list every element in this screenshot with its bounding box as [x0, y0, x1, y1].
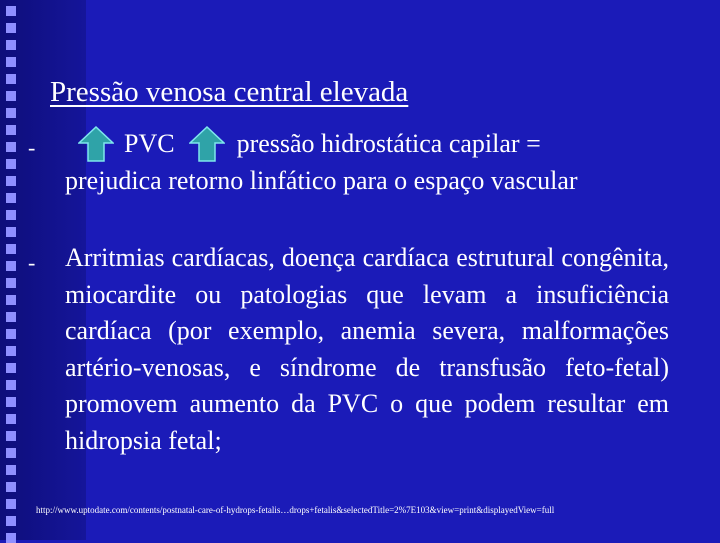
decorative-square: [6, 482, 16, 492]
decorative-square: [6, 57, 16, 67]
pvc-label: PVC: [124, 129, 175, 158]
decorative-square: [6, 227, 16, 237]
bullet-1-continuation: prejudica retorno linfático para o espaço vascular: [65, 166, 578, 195]
decorative-square: [6, 499, 16, 509]
bullet-marker-2: -: [28, 250, 36, 275]
decorative-square: [6, 244, 16, 254]
decorative-square: [6, 108, 16, 118]
hydrostatic-pressure-text: pressão hidrostática capilar =: [236, 129, 541, 158]
decorative-square: [6, 465, 16, 475]
decorative-square: [6, 380, 16, 390]
decorative-square: [6, 516, 16, 526]
decorative-square: [6, 6, 16, 16]
source-url[interactable]: http://www.uptodate.com/contents/postnatal-care-of-hydrops-fetalis…drops+fetalis&selectedTitle=2%7E103&view=print&displayedView=full: [36, 505, 555, 515]
decorative-square: [6, 346, 16, 356]
bullet-marker-1: -: [28, 135, 36, 160]
decorative-square: [6, 397, 16, 407]
decorative-square: [6, 74, 16, 84]
decorative-square: [6, 176, 16, 186]
decorative-square: [6, 193, 16, 203]
decorative-square: [6, 533, 16, 543]
decorative-square: [6, 125, 16, 135]
decorative-square: [6, 278, 16, 288]
bullet-1-first-line: [78, 126, 541, 162]
decorative-square: [6, 91, 16, 101]
decorative-square: [6, 414, 16, 424]
decorative-square: [6, 159, 16, 169]
decorative-square: [6, 40, 16, 50]
decorative-square: [6, 312, 16, 322]
decorative-square: [6, 295, 16, 305]
decorative-square: [6, 431, 16, 441]
up-arrow-icon: [189, 126, 225, 162]
decorative-square: [6, 23, 16, 33]
decorative-square: [6, 210, 16, 220]
decorative-square: [6, 448, 16, 458]
decorative-square: [6, 142, 16, 152]
decorative-square: [6, 363, 16, 373]
up-arrow-icon: [78, 126, 114, 162]
decorative-square: [6, 329, 16, 339]
bullet-2-paragraph: Arritmias cardíacas, doença cardíaca estrutural congênita, miocardite ou patologias que levam a insuficiência cardíaca (por exemplo, anemia severa, malformações artério-venosas, e síndrome de transfusão feto-fetal) promovem aumento da PVC o que podem resultar em hidropsia fetal;: [65, 243, 669, 455]
decorative-square-column: [6, 0, 18, 540]
decorative-square: [6, 261, 16, 271]
slide-title: Pressão venosa central elevada: [50, 76, 409, 108]
